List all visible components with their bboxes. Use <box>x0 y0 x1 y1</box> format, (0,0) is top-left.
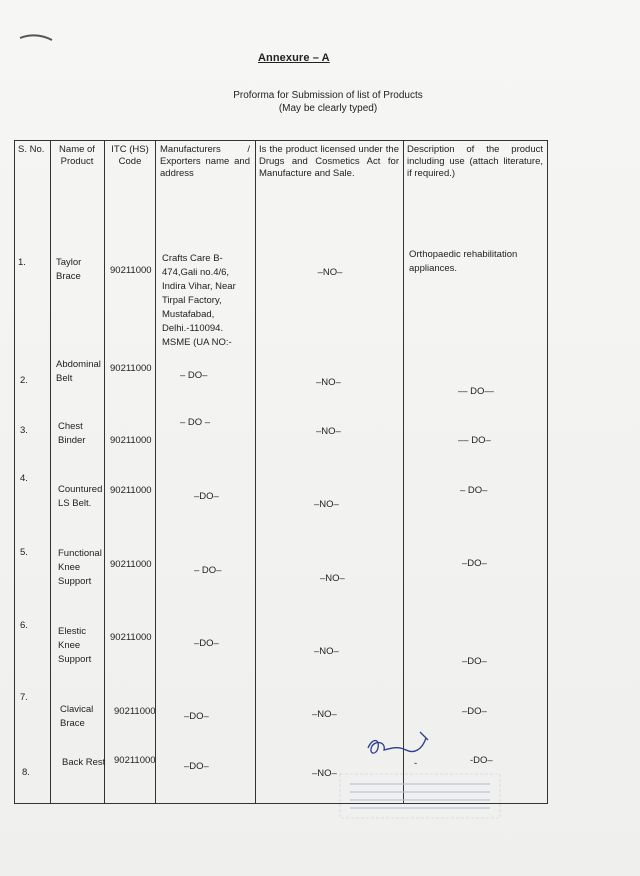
row-8-description: -DO– <box>470 755 493 766</box>
row-3-description: –– DO– <box>458 435 491 446</box>
row-8-licensed: –NO– <box>312 768 337 779</box>
column-divider <box>255 140 256 804</box>
row-8-itc: 90211000 <box>114 755 156 766</box>
row-2-sno: 2. <box>20 375 28 386</box>
annexure-title: Annexure – A <box>258 52 330 64</box>
row-7-itc: 90211000 <box>114 706 156 717</box>
row-6-description: –DO– <box>462 656 487 667</box>
row-7-description: –DO– <box>462 706 487 717</box>
table-border <box>547 140 548 804</box>
row-5-itc: 90211000 <box>110 559 152 570</box>
row-6-manufacturer: –DO– <box>194 638 219 649</box>
column-divider <box>403 140 404 804</box>
row-6-name: Elestic Knee Support <box>58 626 92 665</box>
row-5-manufacturer: – DO– <box>194 565 222 576</box>
row-2-description: — DO— <box>458 386 494 397</box>
stamp-impression <box>330 770 510 822</box>
official-stamp <box>330 770 510 825</box>
row-5-name: Functional Knee Support <box>58 548 102 587</box>
row-4-licensed: –NO– <box>314 499 339 510</box>
row-7-manufacturer: –DO– <box>184 711 209 722</box>
row-8-manufacturer: –DO– <box>184 761 209 772</box>
header-manufacturer: Manufacturers / Exporters name and address <box>160 144 250 179</box>
row-5-sno: 5. <box>20 547 28 558</box>
row-2-itc: 90211000 <box>110 363 152 374</box>
row-7-name: Clavical Brace <box>60 704 94 729</box>
row-7-sno: 7. <box>20 692 28 703</box>
header-name: Name of Product <box>59 144 95 167</box>
header-licensed: Is the product licensed under the Drugs and Cosmetics Act for Manufacture and Sale. <box>259 144 399 179</box>
row-6-sno: 6. <box>20 620 28 631</box>
proforma-note: (May be clearly typed) <box>278 103 378 114</box>
row-1-licensed: –NO– <box>317 267 343 278</box>
row-5-licensed: –NO– <box>320 573 345 584</box>
row-1-sno: 1. <box>18 257 26 268</box>
row-1-name: Taylor Brace <box>56 257 82 282</box>
column-divider <box>50 140 51 804</box>
row-8-sno: 8. <box>22 767 30 778</box>
row-7-licensed: –NO– <box>312 709 337 720</box>
row-3-name: Chest Binder <box>58 421 86 446</box>
row-3-sno: 3. <box>20 425 28 436</box>
header-sno: S. No. <box>18 144 45 155</box>
row-1-manufacturer: Crafts Care B-474,Gali no.4/6, Indira Vihar, Near Tirpal Factory, Mustafabad, Delhi.-110094. MSME (UA NO:- <box>162 253 236 348</box>
row-2-manufacturer: – DO– <box>180 370 208 381</box>
row-6-itc: 90211000 <box>110 632 152 643</box>
handwritten-signature <box>362 728 434 764</box>
row-3-itc: 90211000 <box>110 435 152 446</box>
row-6-licensed: –NO– <box>314 646 339 657</box>
row-1-description: Orthopaedic rehabilitation appliances. <box>409 249 518 274</box>
row-4-itc: 90211000 <box>110 485 152 496</box>
row-8-name: Back Rest <box>62 757 106 768</box>
row-5-description: –DO– <box>462 558 487 569</box>
table-border <box>14 140 548 141</box>
row-1-itc: 90211000 <box>110 265 152 276</box>
row-4-description: – DO– <box>460 485 488 496</box>
row-4-name: Countured LS Belt. <box>58 484 103 509</box>
page-corner-mark <box>18 30 58 44</box>
row-3-licensed: –NO– <box>316 426 341 437</box>
row-2-name: Abdominal Belt <box>56 359 101 384</box>
row-4-sno: 4. <box>20 473 28 484</box>
products-table <box>14 140 548 804</box>
proforma-subtitle: Proforma for Submission of list of Products <box>233 90 423 101</box>
header-itc: ITC (HS) Code <box>111 144 149 167</box>
row-3-manufacturer: – DO – <box>180 417 211 428</box>
header-description: Description of the product including use (attach literature, if required.) <box>407 144 543 179</box>
row-2-licensed: –NO– <box>316 377 341 388</box>
row-8-extra-dash: - <box>414 758 418 769</box>
row-4-manufacturer: –DO– <box>194 491 219 502</box>
table-border <box>14 140 15 804</box>
